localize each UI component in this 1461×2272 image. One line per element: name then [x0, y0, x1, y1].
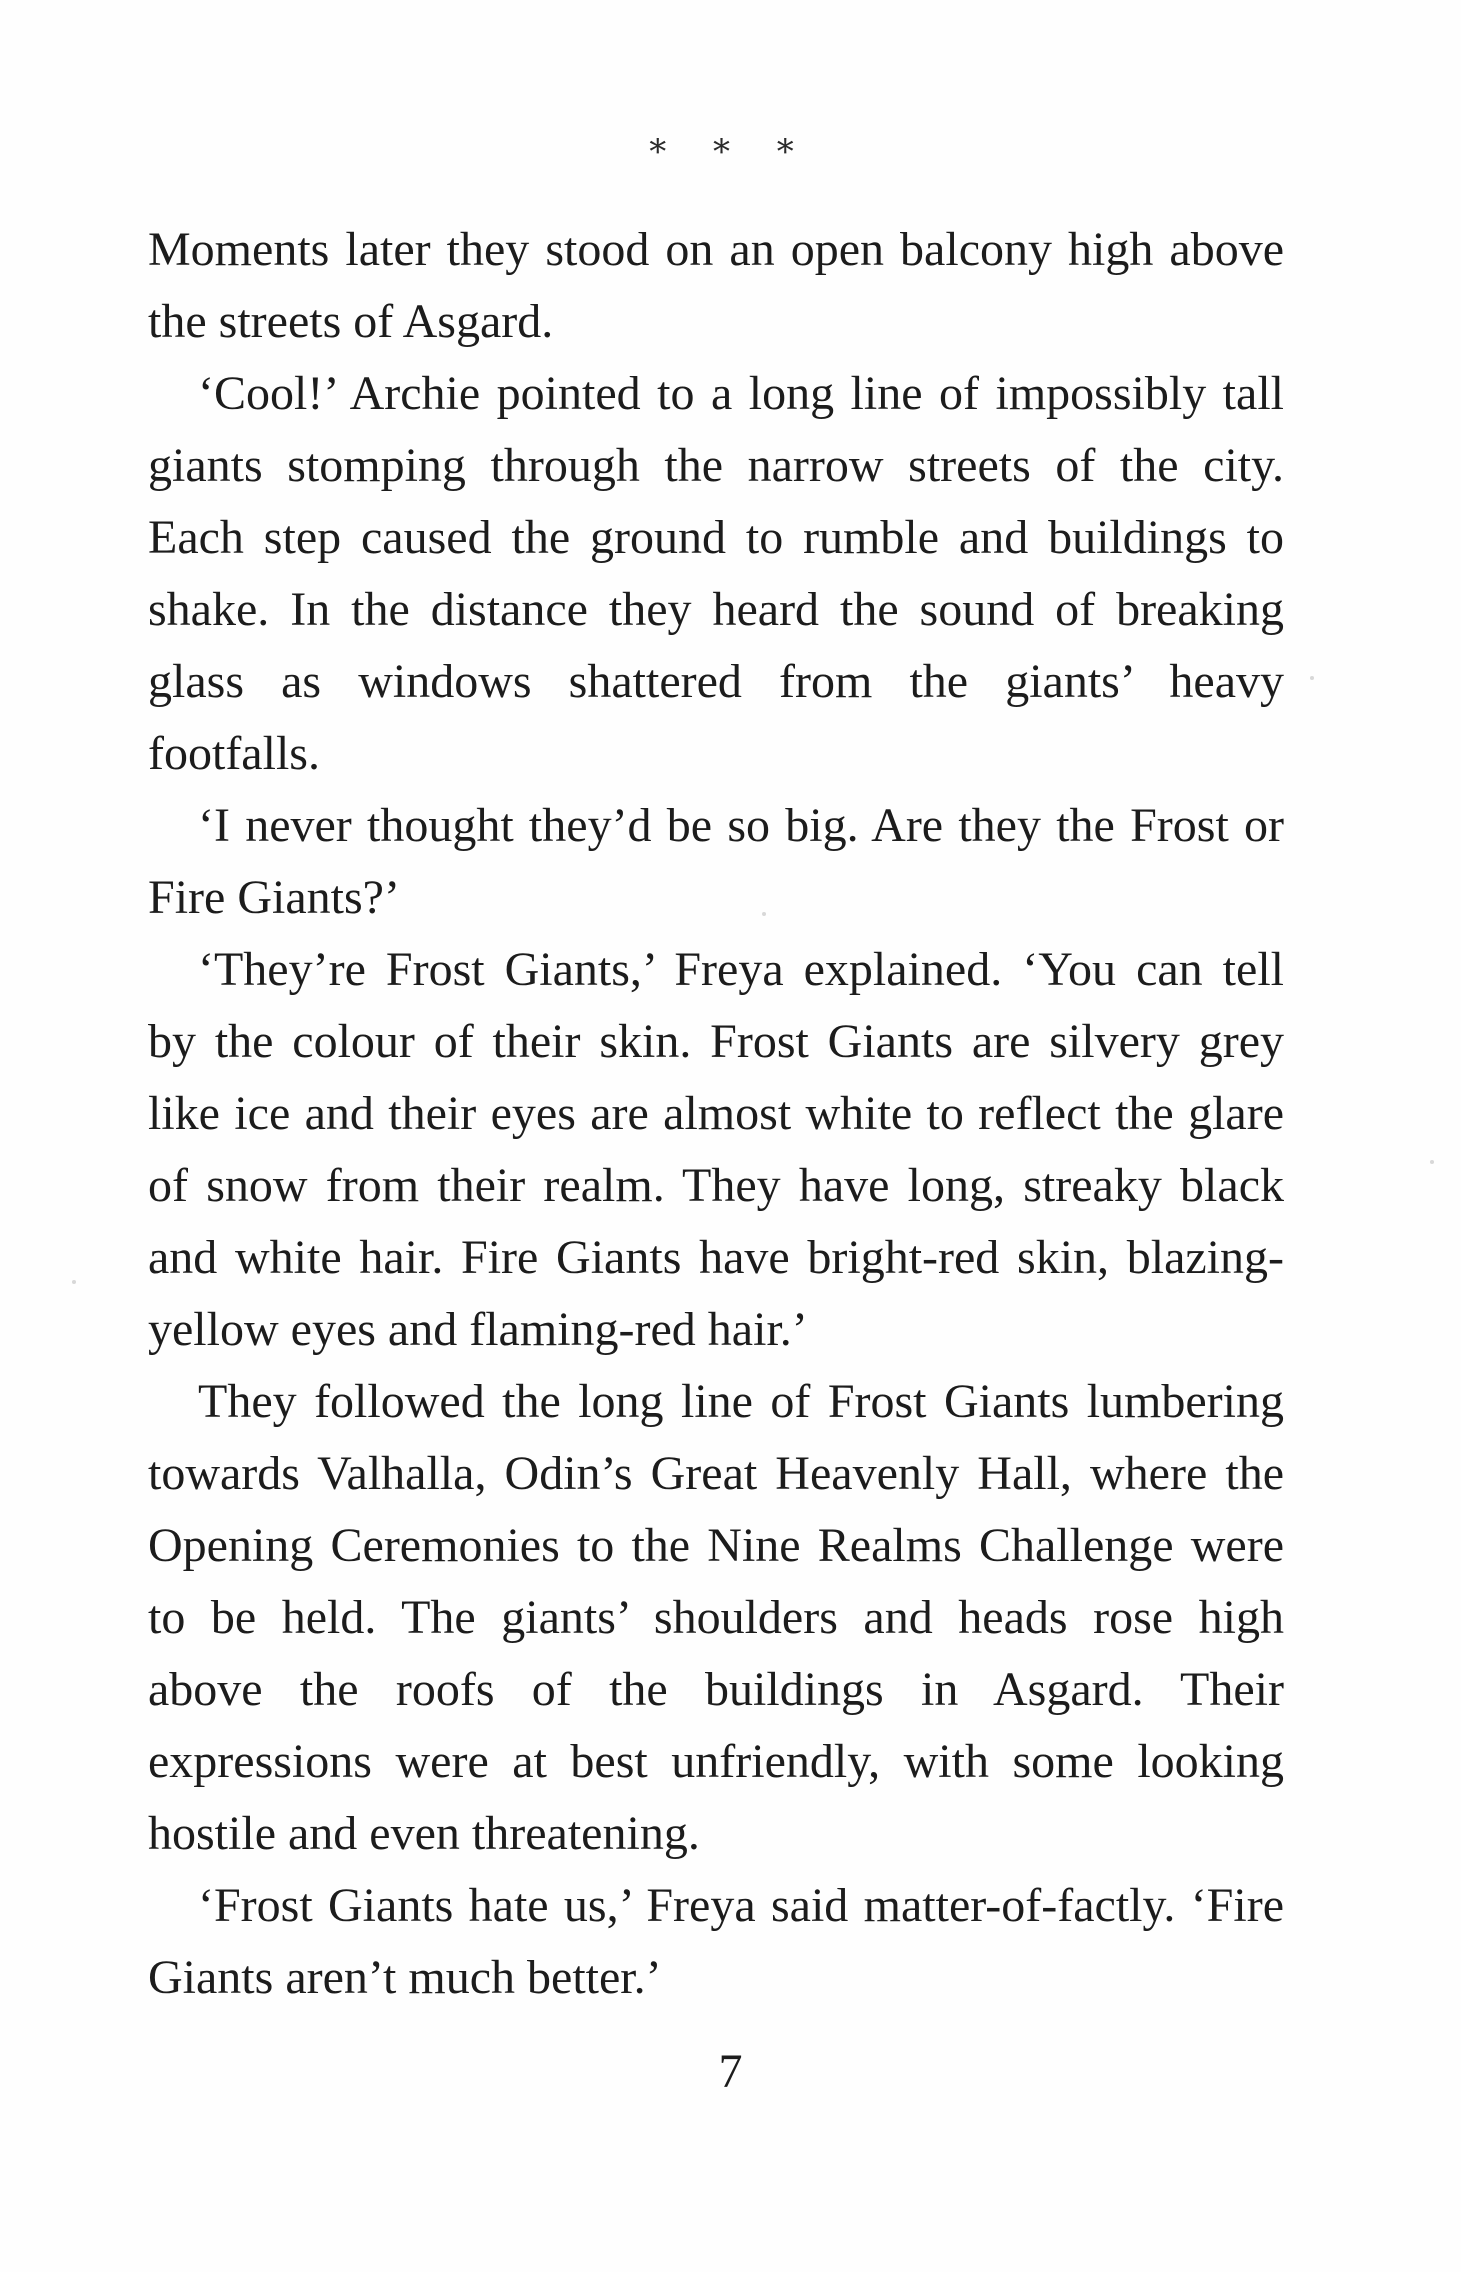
paper-speck: [762, 912, 766, 916]
paragraph-3: ‘I never thought they’d be so big. Are they the Frost or Fire Giants?’: [148, 799, 1284, 924]
body-text: [148, 214, 1284, 2014]
page-number: 7: [718, 2045, 743, 2098]
paper-speck: [1430, 1160, 1434, 1164]
paragraph-5: They followed the long line of Frost Giants lumbering towards Valhalla, Odin’s Great Heavenly Hall, where the Opening Ceremonies to the Nine Realms Challenge were to be held. The giants’ shoulders and heads rose high above the roofs of the buildings in Asgard. Their expressions were at best unfriendly, with some looking hostile and even threatening.: [148, 1375, 1284, 1860]
section-separator: * * *: [649, 132, 812, 172]
paragraph-2: ‘Cool!’ Archie pointed to a long line of impossibly tall giants stomping through the narrow streets of the city. Each step caused the ground to rumble and buildings to shake. In the distance they heard the sound of breaking glass as windows shattered from the giants’ heavy footfalls.: [148, 367, 1284, 780]
paragraph-6: ‘Frost Giants hate us,’ Freya said matter-of-factly. ‘Fire Giants aren’t much better.’: [148, 1879, 1284, 2004]
paper-speck: [72, 1280, 76, 1284]
paragraph-4: ‘They’re Frost Giants,’ Freya explained. ‘You can tell by the colour of their skin. Frost Giants are silvery grey like ice and their eyes are almost white to reflect the glare of snow from their realm. They have long, streaky black and white hair. Fire Giants have bright-red skin, blazing-yellow eyes and flaming-red hair.’: [148, 943, 1284, 1356]
paragraph-1: Moments later they stood on an open balcony high above the streets of Asgard.: [148, 223, 1284, 348]
paper-speck: [1310, 676, 1314, 680]
